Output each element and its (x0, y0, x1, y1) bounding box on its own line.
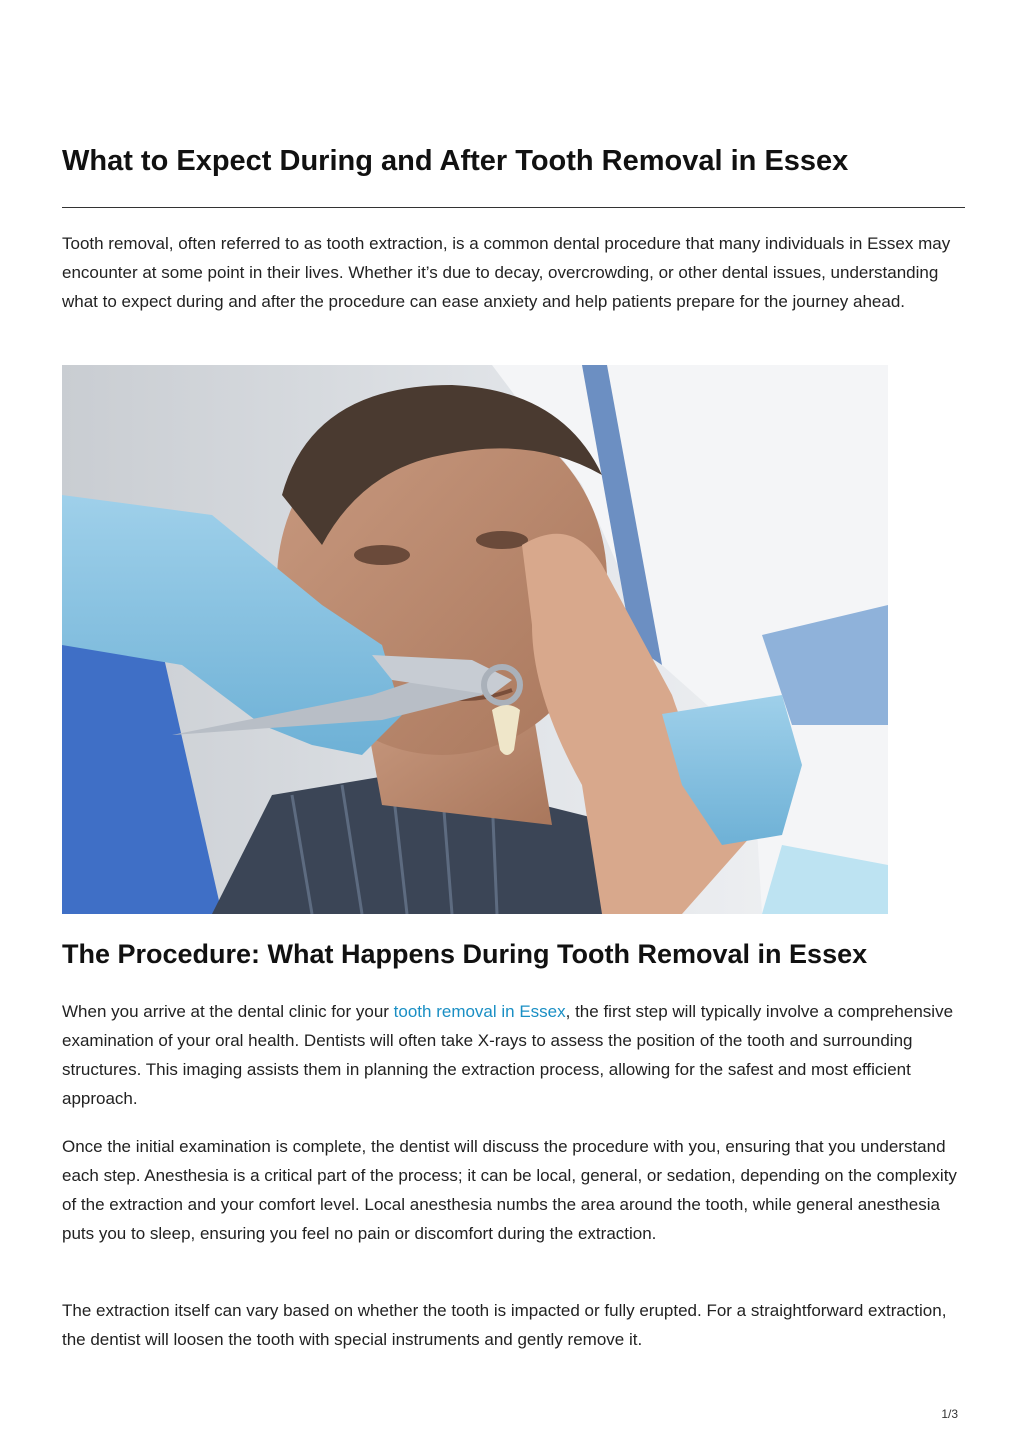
procedure-paragraph-2: Once the initial examination is complete, the dentist will discuss the procedure with you, ensuring that you understand each step. Anesthesia is a critical part of the process; it can be local, general, or sedation, depending on the complexity of the extraction and your comfort level. Local anesthesia numbs the area around the tooth, while general anesthesia puts you to sleep, ensuring you feel no pain or discomfort during the extraction. (62, 1137, 957, 1243)
hero-photo-tooth-extraction (62, 365, 888, 914)
title-divider (62, 207, 965, 208)
page-title: What to Expect During and After Tooth Removal in Essex (62, 145, 849, 177)
tooth-removal-essex-link[interactable]: tooth removal in Essex (393, 1002, 566, 1021)
section-heading-procedure: The Procedure: What Happens During Tooth Removal in Essex (62, 939, 868, 969)
intro-paragraph: Tooth removal, often referred to as tooth extraction, is a common dental procedure that many individuals in Essex may encounter at some point in their lives. Whether it’s due to decay, overcrowding, or other dental issues, understanding what to expect during and after the procedure can ease anxiety and help patients prepare for the journey ahead. (62, 234, 951, 311)
procedure-paragraph-1: When you arrive at the dental clinic for your tooth removal in Essex, the first step will typically involve a comprehensive examination of your oral health. Dentists will often take X-rays to assess the position of the tooth and surrounding structures. This imaging assists them in planning the extraction process, allowing for the safest and most efficient approach. (62, 1002, 954, 1108)
procedure-paragraph-3: The extraction itself can vary based on whether the tooth is impacted or fully erupted. For a straightforward extraction, the dentist will loosen the tooth with special instruments and gently remove it. (62, 1301, 947, 1349)
page-number: 1/3 (941, 1407, 958, 1421)
